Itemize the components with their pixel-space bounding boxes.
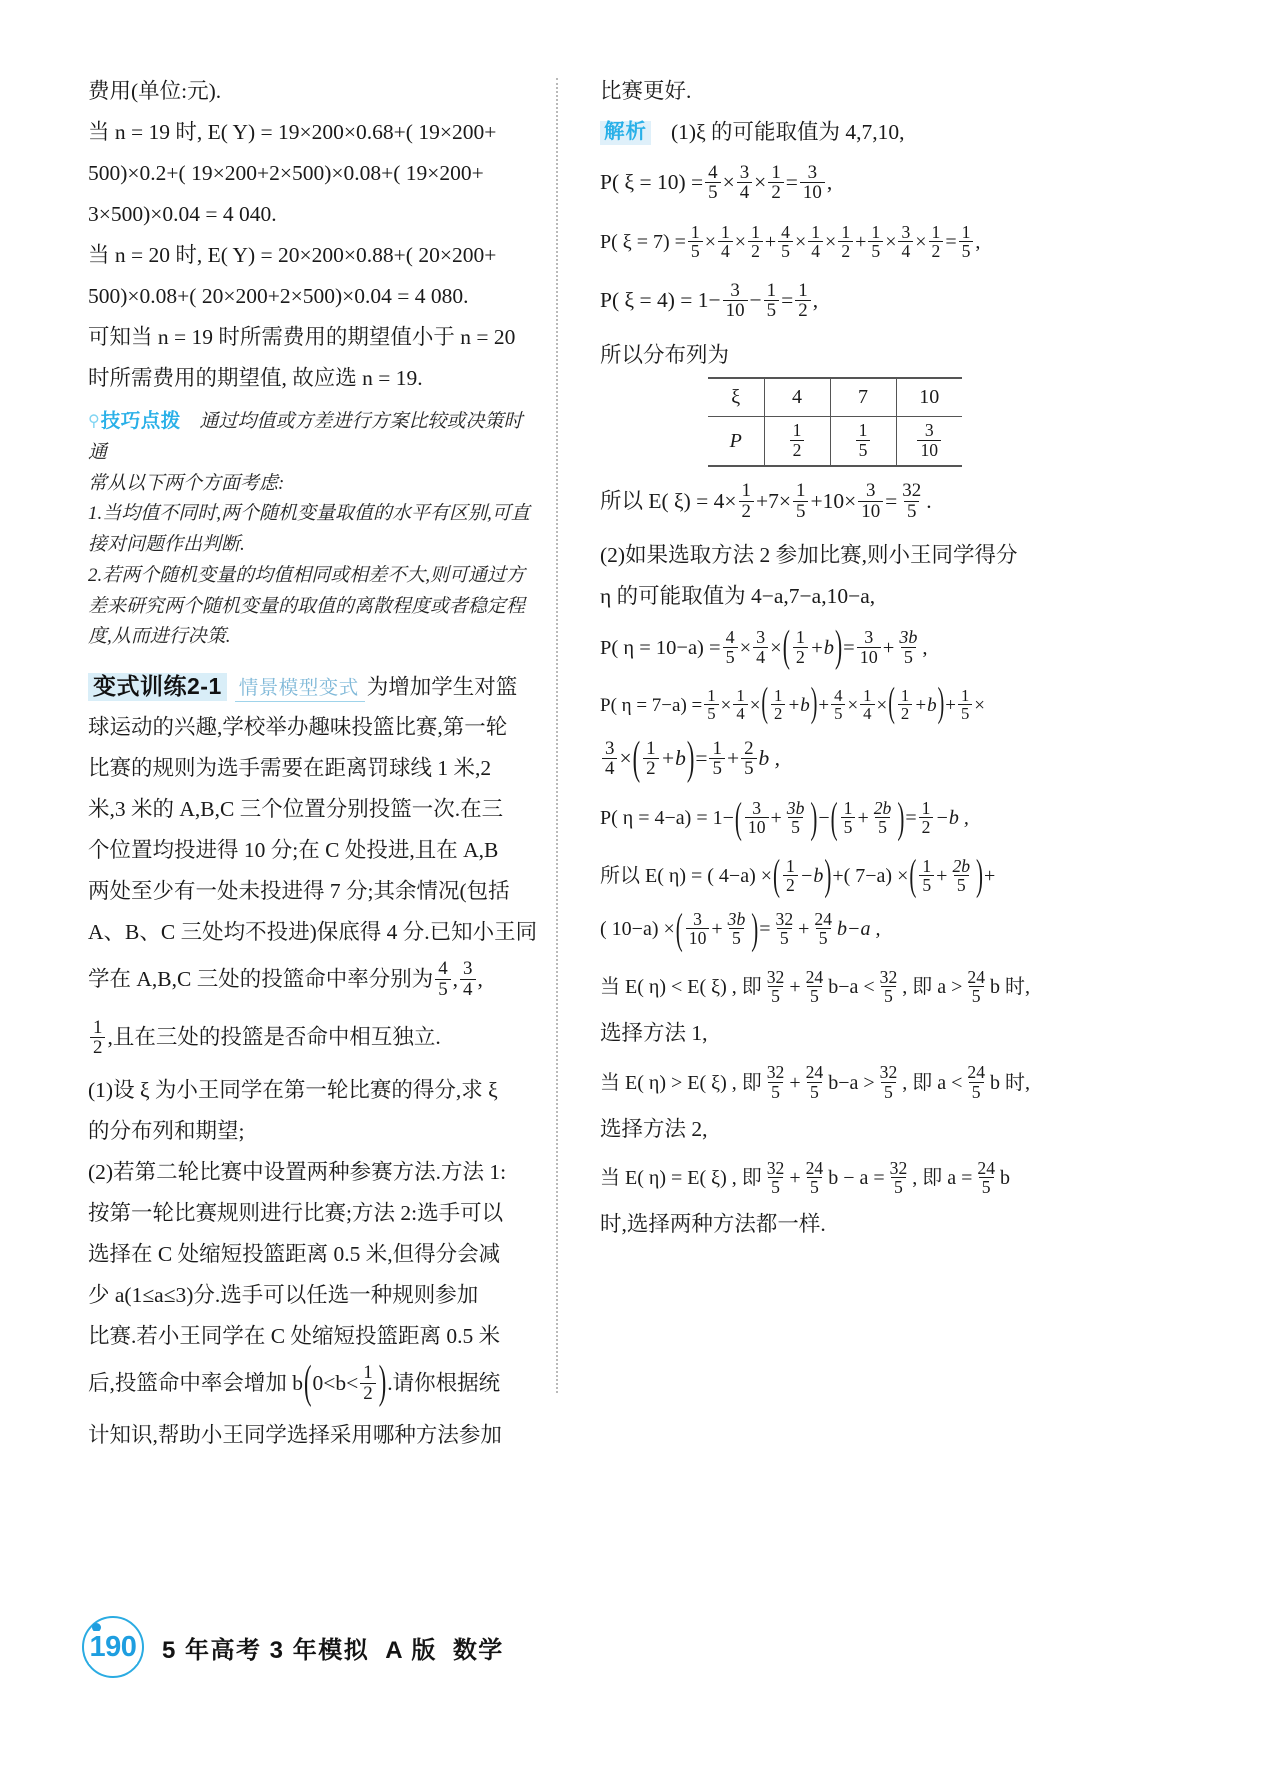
question1-line1: (1)设 ξ 为小王同学在第一轮比赛的得分,求 ξ <box>88 1077 498 1102</box>
row-label-xi: ξ <box>731 386 741 409</box>
p7a-plus1: + <box>818 694 830 716</box>
p4a-lhs: P( η = 4−a) = 1− <box>600 807 734 830</box>
p10a-f2: $\frac{3}{4}$ <box>753 628 768 667</box>
case1-condition: 当 E( η) < E( ξ) , 即 $\frac{32}{5}$ + $\frac{24}{5}$ b−a < $\frac{32}{5}$ , 即 a > $\frac{24}{5}$ b 时, <box>600 966 1030 1007</box>
conclusion-line2: 时所需费用的期望值, 故应选 n = 19. <box>88 366 423 391</box>
formula-expect-xi <box>600 481 1026 521</box>
p10a-eq: = <box>843 636 855 659</box>
p7-g3-f3: $\frac{1}{2}$ <box>929 223 944 261</box>
exi-f2: $\frac{1}{5}$ <box>793 481 808 521</box>
distribution-intro: 所以分布列为 <box>600 342 730 367</box>
calc20-line2: 500)×0.08+( 20×200+2×500)×0.04 = 4 080. <box>88 284 469 309</box>
page-footer <box>82 1616 504 1678</box>
p-value-2: $\frac{1}{5}$ <box>830 416 896 466</box>
question2-line4: 少 a(1≤a≤3)分.选手可以任选一种规则参加 <box>88 1282 479 1307</box>
case2-pre: 当 E( η) > E( ξ) , 即 <box>600 1071 762 1094</box>
variant-type-tag: 情景模型变式 <box>235 679 365 702</box>
formula-p-xi-4 <box>600 281 1026 321</box>
p7-g1-f2: $\frac{1}{4}$ <box>718 223 733 261</box>
p4-lhs: P( ξ = 4) = 1− <box>600 288 721 313</box>
distribution-table-wrap <box>708 377 1026 467</box>
p10-tail: , <box>826 170 833 195</box>
exi-eq: = <box>885 488 898 513</box>
p10a-r2: $\frac{3b}{5}$ <box>899 627 918 668</box>
tip-block <box>88 406 538 653</box>
variant-line-5: 两处至少有一处未投进得 7 分;其余情况(包括 <box>88 878 510 903</box>
case1-result: 选择方法 1, <box>600 1020 708 1045</box>
part2-line2: η 的可能取值为 4−a,7−a,10−a, <box>600 583 876 608</box>
p10a-plus: + <box>882 636 895 659</box>
p7a-lhs: P( η = 7−a) = <box>600 694 703 716</box>
p7-g1-f1: $\frac{1}{5}$ <box>688 223 703 261</box>
row-label-p: P <box>729 429 742 452</box>
variant-line-4: 个位置均投进得 10 分;在 C 处投进,且在 A,B <box>88 837 499 862</box>
question1-line2: 的分布列和期望; <box>88 1118 245 1143</box>
variant-line-3: 米,3 米的 A,B,C 三个位置分别投篮一次.在三 <box>88 796 504 821</box>
times-2: × <box>754 170 767 195</box>
case2-condition: 当 E( η) > E( ξ) , 即 $\frac{32}{5}$ + $\frac{24}{5}$ b−a > $\frac{32}{5}$ , 即 a < $\frac{24}{5}$ b 时, <box>600 1062 1030 1102</box>
p4a-tail: −b , <box>935 807 969 830</box>
question2-line7: 计知识,帮助小王同学选择采用哪种方法参加 <box>88 1422 502 1447</box>
p10a-inner-tail: +b <box>809 636 834 659</box>
p7-result: $\frac{1}{5}$ <box>959 223 974 261</box>
p10-result: $\frac{3}{10}$ <box>800 163 825 203</box>
question2-line1: (2)若第二轮比赛中设置两种参赛方法.方法 1: <box>88 1159 507 1184</box>
page-number: 190 <box>89 1630 137 1663</box>
variant-training-header <box>88 673 538 702</box>
key-icon: ⚲ <box>88 413 100 430</box>
prob-line-suffix: ,且在三处的投篮是否命中相互独立. <box>107 1025 441 1050</box>
p7a-cont-tail: b , <box>758 746 781 771</box>
xi-value-2: 7 <box>830 378 896 416</box>
p-value-1: $\frac{1}{2}$ <box>764 416 830 466</box>
p10a-paren: ( $\frac{1}{2}$ +b ) <box>782 621 843 672</box>
p10a-f1: $\frac{4}{5}$ <box>723 628 738 667</box>
calc19-line1: 当 n = 19 时, E( Y) = 19×200×0.68+( 19×200+ <box>88 120 497 145</box>
question2-line2: 按第一轮比赛规则进行比赛;方法 2:选手可以 <box>88 1200 504 1225</box>
distribution-table <box>708 377 962 467</box>
variant-line-1: 球运动的兴趣,学校举办趣味投篮比赛,第一轮 <box>88 714 508 739</box>
p7a-plus2: + <box>945 694 956 716</box>
calc19-line3: 3×500)×0.04 = 4 040. <box>88 202 277 227</box>
fraction-1-2: $\frac{1}{2}$ <box>90 1018 105 1058</box>
right-column <box>558 78 1030 1558</box>
variant-body-start: 为增加学生对篮 <box>366 675 518 700</box>
exi-result: $\frac{32}{5}$ <box>902 480 922 522</box>
times-1: × <box>722 170 735 195</box>
p7-g1-f3: $\frac{1}{2}$ <box>748 223 763 261</box>
comma-1: , <box>452 967 459 992</box>
case3-condition: 当 E( η) = E( ξ) , 即 $\frac{32}{5}$ + $\frac{24}{5}$ b − a = $\frac{32}{5}$ , 即 a = $\frac{24}{5}$ b <box>600 1157 1010 1198</box>
eeta-r1plus: + <box>798 918 810 941</box>
tip-intro-2: 常从以下两个方面考虑: <box>88 472 285 494</box>
p4-minus: − <box>749 288 762 313</box>
tip-item1-2: 接对问题作出判断. <box>88 534 245 556</box>
footer-subject: 数学 <box>452 1636 504 1664</box>
eeta-mid: +( 7−a) × <box>832 864 909 887</box>
case3-result: 时,选择两种方法都一样. <box>600 1212 826 1237</box>
formula-p-eta-7a-line2: $\frac{3}{4}$ × ( $\frac{1}{2}$ +b ) = $\frac{1}{5}$ + $\frac{2}{5}$ b , <box>600 739 1026 779</box>
calc20-line1: 当 n = 20 时, E( Y) = 20×200×0.88+( 20×200+ <box>88 243 497 268</box>
p10-term-1: $\frac{4}{5}$ <box>705 163 720 203</box>
table-row-xi <box>708 378 962 416</box>
conclusion-line1: 可知当 n = 19 时所需费用的期望值小于 n = 20 <box>88 325 516 350</box>
p4a-eq: = <box>905 807 917 830</box>
xi-value-1: 4 <box>764 378 830 416</box>
p7-tail: , <box>975 231 981 254</box>
p10-term-2: $\frac{3}{4}$ <box>737 163 752 203</box>
q2-b-prefix: 后,投篮命中率会增加 b <box>88 1370 304 1395</box>
p7-g3-f2: $\frac{3}{4}$ <box>898 223 913 261</box>
tip-intro-1: 通过均值或方差进行方案比较或决策时通 <box>88 411 523 463</box>
q2-b-suffix: .请你根据统 <box>387 1370 501 1395</box>
eeta-eq: = <box>759 918 771 941</box>
p4-result: $\frac{1}{2}$ <box>795 281 810 321</box>
case3-pre: 当 E( η) = E( ξ) , 即 <box>600 1167 762 1190</box>
analysis-intro: (1)ξ 的可能取值为 4,7,10, <box>671 120 905 145</box>
p7-g3-f1: $\frac{1}{5}$ <box>868 223 883 261</box>
continuation-line: 费用(单位:元). <box>88 79 222 104</box>
xi-value-3: 10 <box>896 378 962 416</box>
exi-pre: 所以 E( ξ) = 4× <box>600 488 737 513</box>
right-continuation-line: 比赛更好. <box>600 79 692 104</box>
eeta-plus: + <box>984 864 996 887</box>
eeta-pre: 所以 E( η) = ( 4−a) × <box>600 864 773 887</box>
tip-label: 技巧点拨 <box>100 410 181 432</box>
comma-2: , <box>477 967 483 992</box>
p7-g2-f3: $\frac{1}{2}$ <box>838 223 853 261</box>
tip-item2-3: 度,从而进行决策. <box>88 626 231 648</box>
tip-item1-1: 1.当均值不同时,两个随机变量取值的水平有区别,可直 <box>88 503 530 525</box>
exi-tail: . <box>926 488 932 513</box>
formula-p-eta-10a: P( η = 10−a) = $\frac{4}{5}$ × $\frac{3}{4}$ × ( $\frac{1}{2}$ +b ) = $\frac{3}{10}$ + $\frac{3b}{5}$ , <box>600 621 928 672</box>
footer-text <box>162 1630 504 1665</box>
p7a-cont-eq: = <box>695 746 708 771</box>
footer-edition: A 版 <box>385 1636 437 1664</box>
tip-item2-1: 2.若两个随机变量的均值相同或相差不大,则可通过方 <box>88 564 526 586</box>
variant-line-2: 比赛的规则为选手需要在距离罚球线 1 米,2 <box>88 755 492 780</box>
p7-g2-f2: $\frac{1}{4}$ <box>808 223 823 261</box>
tip-item2-2: 差来研究两个随机变量的取值的离散程度或者稳定程 <box>88 595 526 617</box>
two-column-body <box>88 78 1188 1558</box>
p4-f1: $\frac{3}{10}$ <box>723 281 748 321</box>
formula-p-xi-10 <box>600 163 1026 203</box>
eeta-tail: b−a , <box>836 918 881 941</box>
fraction-one-half: $\frac{1}{2}$ <box>360 1363 375 1403</box>
page-number-badge <box>82 1616 144 1678</box>
p4-eq: = <box>781 288 794 313</box>
formula-p-eta-4a: P( η = 4−a) = 1− ( $\frac{3}{10}$ + $\frac{3b}{5}$ ) − ( $\frac{1}{5}$ + $\frac{2b}{5}$ ) = $\frac{1}{2}$ −b , <box>600 792 969 842</box>
table-row-p <box>708 416 962 466</box>
footer-title: 5 年高考 3 年模拟 <box>162 1636 370 1664</box>
prob-line-prefix: 学在 A,B,C 三处的投篮命中率分别为 <box>88 967 434 992</box>
exi-f1: $\frac{1}{2}$ <box>739 481 754 521</box>
variant-line-6: A、B、C 三处均不投进)保底得 4 分.已知小王同 <box>88 919 538 944</box>
case1-pre: 当 E( η) < E( ξ) , 即 <box>600 975 762 998</box>
p7a-cont-plus: + <box>726 746 740 771</box>
equals-1: = <box>785 170 798 195</box>
variant-probability-line-2 <box>88 1018 538 1058</box>
p7-lhs: P( ξ = 7) = <box>600 231 686 254</box>
calc19-line2: 500)×0.2+( 19×200+2×500)×0.08+( 19×200+ <box>88 161 484 186</box>
p7-g2-f1: $\frac{4}{5}$ <box>778 223 793 261</box>
exi-m1: +7× <box>756 488 792 513</box>
p10-lhs: P( ξ = 10) = <box>600 170 704 195</box>
paren-group-b <box>303 1356 387 1408</box>
analysis-header <box>600 119 1026 147</box>
variant-training-title: 变式训练2-1 <box>88 673 227 701</box>
paren-left: ( <box>304 1356 312 1408</box>
case2-result: 选择方法 2, <box>600 1116 708 1141</box>
p10-term-3: $\frac{1}{2}$ <box>768 163 783 203</box>
paren-right: ) <box>378 1356 387 1408</box>
question2-line5: 比赛.若小王同学在 C 处缩短投篮距离 0.5 米 <box>88 1323 501 1348</box>
p10a-r1: $\frac{3}{10}$ <box>857 628 881 667</box>
part2-line1: (2)如果选取方法 2 参加比赛,则小王同学得分 <box>600 542 1018 567</box>
p4-tail: , <box>812 288 819 313</box>
p10a-tail: , <box>922 636 928 659</box>
p10a-lhs: P( η = 10−a) = <box>600 636 721 659</box>
exi-m2: +10× <box>810 488 857 513</box>
question2-line6 <box>88 1356 538 1408</box>
exi-f3: $\frac{3}{10}$ <box>858 481 883 521</box>
formula-p-eta-7a-line1: P( η = 7−a) = $\frac{1}{5}$ × $\frac{1}{4}$ × ( $\frac{1}{2}$ +b ) + $\frac{4}{5}$ × $\frac{1}{4}$ × ( $\frac{1}{2}$ +b ) + $\frac{1}{5}$ × <box>600 680 986 726</box>
b-inner-prefix: 0<b< <box>312 1370 359 1395</box>
analysis-label: 解析 <box>600 121 651 145</box>
formula-p-xi-7: P( ξ = 7) = $\frac{1}{5}$ × $\frac{1}{4}$ × $\frac{1}{2}$ + $\frac{4}{5}$ × $\frac{1}{4}$ × $\frac{1}{2}$ + $\frac{1}{5}$ × $\frac{3}{4}$ × $\frac{1}{2}$ = $\frac{1}{5}$ , <box>600 222 981 262</box>
fraction-3-4: $\frac{3}{4}$ <box>460 959 475 999</box>
formula-expect-eta-line1: 所以 E( η) = ( 4−a) × ( $\frac{1}{2}$ −b ) +( 7−a) × ( $\frac{1}{5}$ + $\frac{2b}{5}$ ) + <box>600 850 996 900</box>
formula-expect-eta-line2: ( 10−a) × ( $\frac{3}{10}$ + $\frac{3b}{5}$ ) = $\frac{32}{5}$ + $\frac{24}{5}$ b−a , <box>600 903 881 953</box>
left-column <box>88 78 556 1558</box>
p4-f2: $\frac{1}{5}$ <box>764 281 779 321</box>
variant-probability-line <box>88 960 538 1000</box>
question2-line3: 选择在 C 处缩短投篮距离 0.5 米,但得分会减 <box>88 1241 501 1266</box>
p-value-3: $\frac{3}{10}$ <box>896 416 962 466</box>
eeta-l2-pre: ( 10−a) × <box>600 918 675 941</box>
fraction-4-5: $\frac{4}{5}$ <box>435 959 450 999</box>
